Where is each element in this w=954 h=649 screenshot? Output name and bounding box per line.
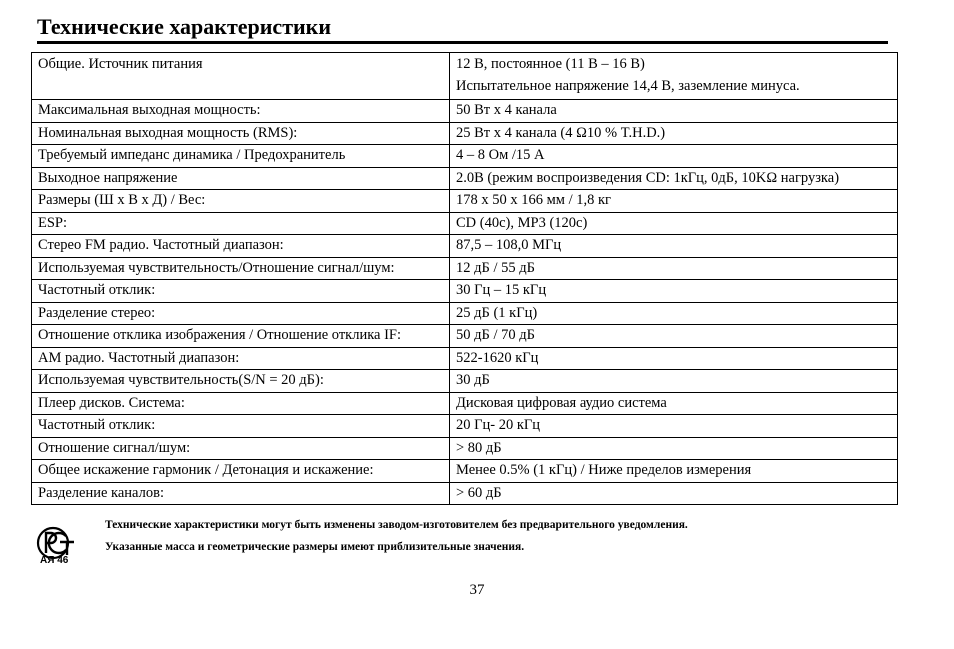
spec-parameter: Частотный отклик: bbox=[32, 415, 450, 438]
spec-parameter: Частотный отклик: bbox=[32, 280, 450, 303]
spec-value-cell bbox=[450, 460, 898, 483]
certification-code: АЯ 46 bbox=[40, 555, 69, 566]
spec-value: 30 дБ bbox=[456, 372, 490, 388]
spec-value: 50 дБ / 70 дБ bbox=[456, 327, 535, 343]
table-row bbox=[32, 325, 898, 348]
spec-value: CD (40с), MP3 (120с) bbox=[456, 214, 588, 231]
table-row bbox=[32, 167, 898, 190]
page-title: Технические характеристики bbox=[37, 14, 332, 39]
specifications-table-body bbox=[32, 53, 898, 505]
spec-value-cell bbox=[450, 167, 898, 190]
spec-value: 50 Вт x 4 канала bbox=[456, 102, 557, 118]
spec-value: 30 Гц – 15 кГц bbox=[456, 282, 547, 298]
spec-value-cell bbox=[450, 302, 898, 325]
spec-parameter: Разделение стерео: bbox=[32, 302, 450, 325]
spec-value-cell bbox=[450, 280, 898, 303]
spec-value: 178 x 50 x 166 мм / 1,8 кг bbox=[456, 192, 611, 208]
spec-value: Менее 0.5% (1 кГц) / Ниже пределов измерения bbox=[456, 462, 752, 478]
table-row bbox=[32, 145, 898, 168]
table-row bbox=[32, 415, 898, 438]
spec-value: 12 дБ / 55 дБ bbox=[456, 259, 535, 276]
table-row bbox=[32, 392, 898, 415]
spec-value: > 80 дБ bbox=[456, 439, 502, 456]
spec-value-cell bbox=[450, 235, 898, 258]
spec-parameter: Используемая чувствительность/Отношение сигнал/шум: bbox=[32, 257, 450, 280]
spec-value: Испытательное напряжение 14,4 В, заземление минуса. bbox=[456, 77, 800, 94]
title-underline bbox=[37, 41, 888, 44]
spec-parameter: Максимальная выходная мощность: bbox=[32, 100, 450, 123]
spec-parameter: Разделение каналов: bbox=[32, 482, 450, 505]
spec-value: 25 дБ (1 кГц) bbox=[456, 304, 538, 321]
spec-value: 4 – 8 Ом /15 А bbox=[456, 147, 545, 163]
spec-value: 87,5 – 108,0 МГц bbox=[456, 237, 562, 253]
table-row bbox=[32, 122, 898, 145]
table-row bbox=[32, 437, 898, 460]
spec-value-cell bbox=[450, 482, 898, 505]
table-row bbox=[32, 370, 898, 393]
table-row bbox=[32, 347, 898, 370]
table-row bbox=[32, 460, 898, 483]
spec-value-cell bbox=[450, 122, 898, 145]
spec-value-cell bbox=[450, 145, 898, 168]
spec-value-cell bbox=[450, 347, 898, 370]
spec-parameter: Отношение сигнал/шум: bbox=[32, 437, 450, 460]
spec-parameter: Отношение отклика изображения / Отношение отклика IF: bbox=[32, 325, 450, 348]
spec-parameter: Плеер дисков. Система: bbox=[32, 392, 450, 415]
spec-parameter: Используемая чувствительность(S/N = 20 дБ): bbox=[32, 370, 450, 393]
spec-parameter: AM радио. Частотный диапазон: bbox=[32, 347, 450, 370]
spec-value: 20 Гц- 20 кГц bbox=[456, 417, 541, 433]
table-row bbox=[32, 53, 898, 100]
spec-parameter: Общее искажение гармоник / Детонация и искажение: bbox=[32, 460, 450, 483]
spec-value-cell bbox=[450, 370, 898, 393]
footnote-changes: Технические характеристики могут быть изменены заводом-изготовителем без предварительного уведомления. bbox=[105, 519, 688, 531]
spec-value-cell bbox=[450, 392, 898, 415]
spec-value-cell bbox=[450, 100, 898, 123]
spec-parameter: Выходное напряжение bbox=[32, 167, 450, 190]
spec-value-cell bbox=[450, 190, 898, 213]
spec-parameter: Общие. Источник питания bbox=[32, 53, 450, 100]
page-number: 37 bbox=[469, 582, 485, 598]
table-row bbox=[32, 190, 898, 213]
spec-value: > 60 дБ bbox=[456, 484, 502, 501]
table-row bbox=[32, 280, 898, 303]
spec-value: 522-1620 кГц bbox=[456, 349, 539, 366]
specifications-table bbox=[31, 52, 898, 505]
spec-value: 25 Вт x 4 канала (4 Ω10 % T.H.D.) bbox=[456, 124, 666, 141]
spec-value-cell bbox=[450, 325, 898, 348]
spec-value-cell bbox=[450, 257, 898, 280]
spec-value-cell bbox=[450, 415, 898, 438]
spec-parameter: Стерео FM радио. Частотный диапазон: bbox=[32, 235, 450, 258]
spec-value: 12 В, постоянное (11 В – 16 В) bbox=[456, 56, 645, 72]
spec-parameter: Размеры (Ш x В x Д) / Вес: bbox=[32, 190, 450, 213]
spec-value-cell bbox=[450, 212, 898, 235]
spec-value: Дисковая цифровая аудио система bbox=[456, 394, 667, 411]
footnote-approximate: Указанные масса и геометрические размеры имеют приблизительные значения. bbox=[105, 541, 525, 553]
table-row bbox=[32, 212, 898, 235]
table-row bbox=[32, 482, 898, 505]
spec-value: 2.0В (режим воспроизведения CD: 1кГц, 0дБ, 10KΩ нагрузка) bbox=[456, 169, 840, 186]
spec-parameter: Требуемый импеданс динамика / Предохранитель bbox=[32, 145, 450, 168]
table-row bbox=[32, 100, 898, 123]
table-row bbox=[32, 235, 898, 258]
spec-value-cell bbox=[450, 53, 898, 100]
table-row bbox=[32, 257, 898, 280]
spec-parameter: ESP: bbox=[32, 212, 450, 235]
footnotes bbox=[105, 514, 688, 558]
spec-parameter: Номинальная выходная мощность (RMS): bbox=[32, 122, 450, 145]
spec-value-cell bbox=[450, 437, 898, 460]
table-row bbox=[32, 302, 898, 325]
